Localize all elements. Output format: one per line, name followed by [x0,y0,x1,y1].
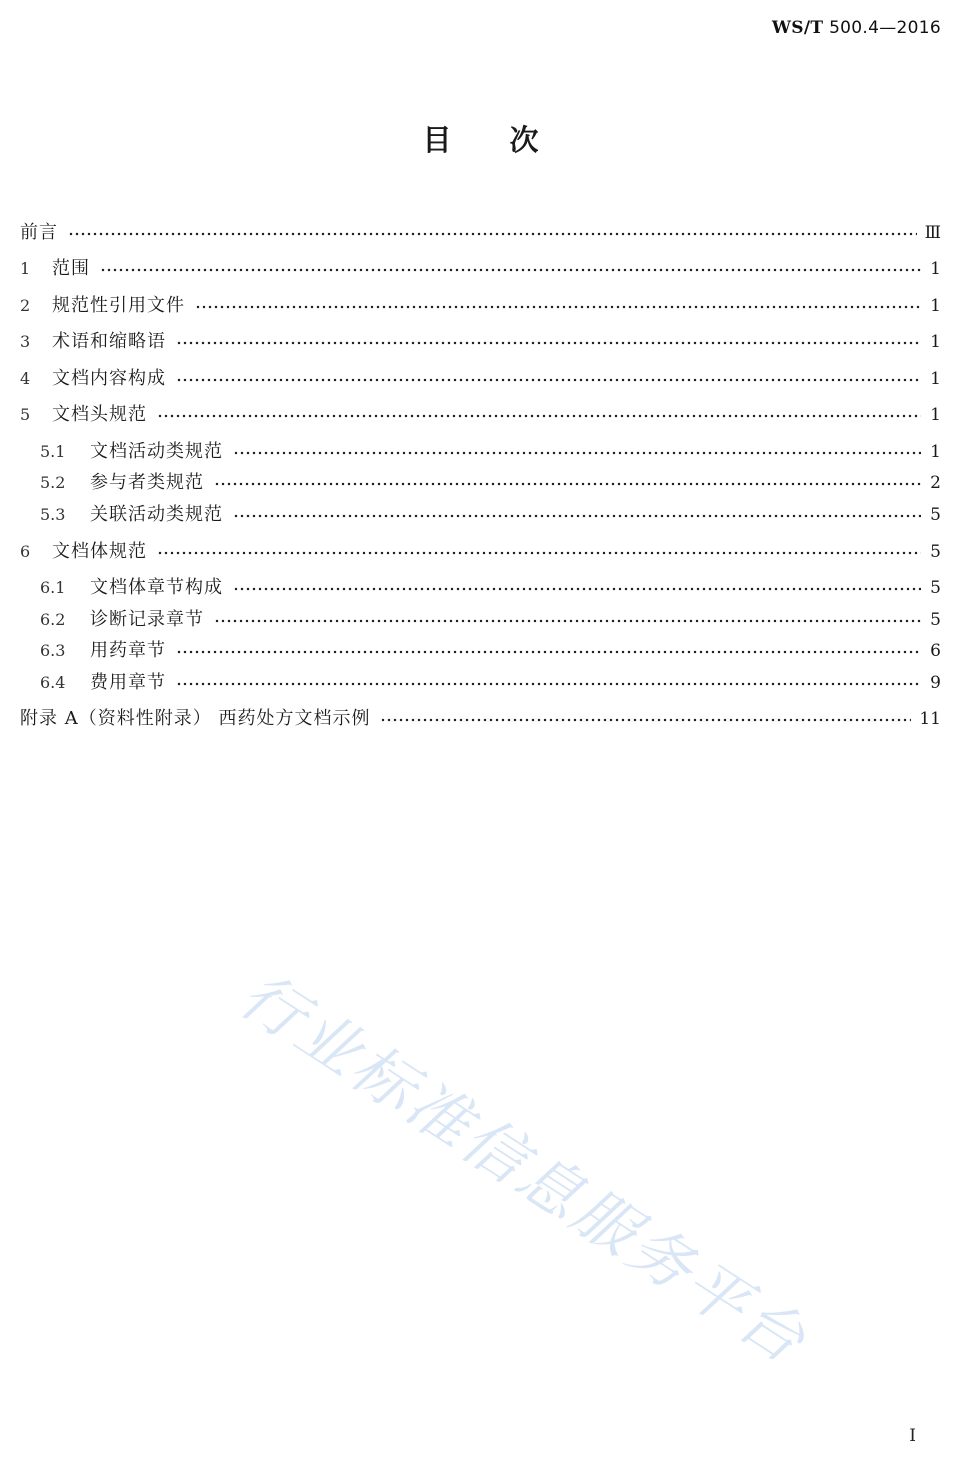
toc-dot-leader [176,650,921,654]
toc-entry-number: 5.3 [40,505,66,524]
toc-entry-page: 11 [919,709,941,729]
toc-entry-number: 6 [20,542,31,561]
standard-code [772,18,941,38]
page-title: 目次 [422,123,597,157]
toc-dot-leader [214,482,921,486]
toc-entry-label: 文档体章节构成 [90,577,223,598]
toc-entry-page: 9 [930,673,941,693]
toc-entry-page: 2 [930,473,941,493]
toc-entry-number: 6.2 [40,610,66,629]
toc-dot-leader [233,587,921,591]
toc-entry-label: 文档活动类规范 [90,441,223,462]
toc-dot-leader [157,414,921,418]
toc-entry-page: 1 [930,296,941,316]
toc-entry[interactable] [20,706,941,732]
toc-entry-page: 6 [930,641,941,661]
toc-entry-number: 6.1 [40,578,66,597]
toc-entry[interactable] [20,470,941,496]
toc-entry[interactable] [20,366,941,392]
toc-entry-page: 5 [930,542,941,562]
toc-entry[interactable] [20,607,941,633]
toc-entry[interactable] [20,575,941,601]
toc-entry-label: 关联活动类规范 [90,504,223,525]
toc-entry-number: 5 [20,405,31,424]
toc-entry[interactable] [20,220,941,246]
toc-entry-label: 附录 A（资料性附录） 西药处方文档示例 [20,708,371,729]
toc-entry[interactable] [20,670,941,696]
toc-entry-page: 1 [930,259,941,279]
toc-entry-label: 用药章节 [90,640,166,661]
toc-entry-number: 1 [20,259,31,278]
toc-dot-leader [100,268,921,272]
toc-entry-number: 5.2 [40,473,66,492]
toc-entry[interactable] [20,638,941,664]
toc-entry-label: 费用章节 [90,672,166,693]
toc-entry[interactable] [20,539,941,565]
toc-entry-number: 3 [20,332,31,351]
toc-entry-label: 前言 [20,222,58,243]
toc-entry-page: 1 [930,405,941,425]
toc-entry-page: 5 [930,578,941,598]
toc-entry-page: 5 [930,610,941,630]
toc-entry-label: 文档体规范 [52,541,147,562]
toc-entry-label: 术语和缩略语 [52,331,166,352]
watermark: 行业标准信息服务平台 [227,958,821,1379]
toc-dot-leader [233,451,921,455]
toc-entry-number: 5.1 [40,442,66,461]
toc-entry-label: 参与者类规范 [90,472,204,493]
toc-dot-leader [233,514,921,518]
toc-dot-leader [176,341,921,345]
toc-entry-number: 2 [20,296,31,315]
toc-entry-page: 1 [930,442,941,462]
toc-entry[interactable] [20,439,941,465]
toc-entry[interactable] [20,329,941,355]
toc-dot-leader [195,305,921,309]
toc-entry-page: 1 [930,369,941,389]
toc-entry-label: 规范性引用文件 [52,295,185,316]
page-number: I [909,1426,916,1446]
toc-entry[interactable] [20,293,941,319]
toc-entry-number: 6.4 [40,673,66,692]
toc-dot-leader [214,619,921,623]
toc-entry[interactable] [20,502,941,528]
toc-entry-label: 文档头规范 [52,404,147,425]
toc-dot-leader [176,682,921,686]
toc-entry-label: 诊断记录章节 [90,609,204,630]
toc-entry-label: 范围 [52,258,90,279]
toc-entry-page: 1 [930,332,941,352]
toc-entry[interactable] [20,256,941,282]
toc-dot-leader [157,551,921,555]
toc-dot-leader [68,232,917,236]
standard-prefix: WS/T [771,18,824,38]
toc-dot-leader [176,378,921,382]
toc-entry-page: Ⅲ [924,223,941,243]
toc-entry-number: 4 [20,369,31,388]
toc-entry-label: 文档内容构成 [52,368,166,389]
standard-number: 500.4—2016 [829,18,941,38]
toc-entry-number: 6.3 [40,641,66,660]
toc-dot-leader [380,718,911,722]
toc-entry-page: 5 [930,505,941,525]
toc-entry[interactable] [20,402,941,428]
